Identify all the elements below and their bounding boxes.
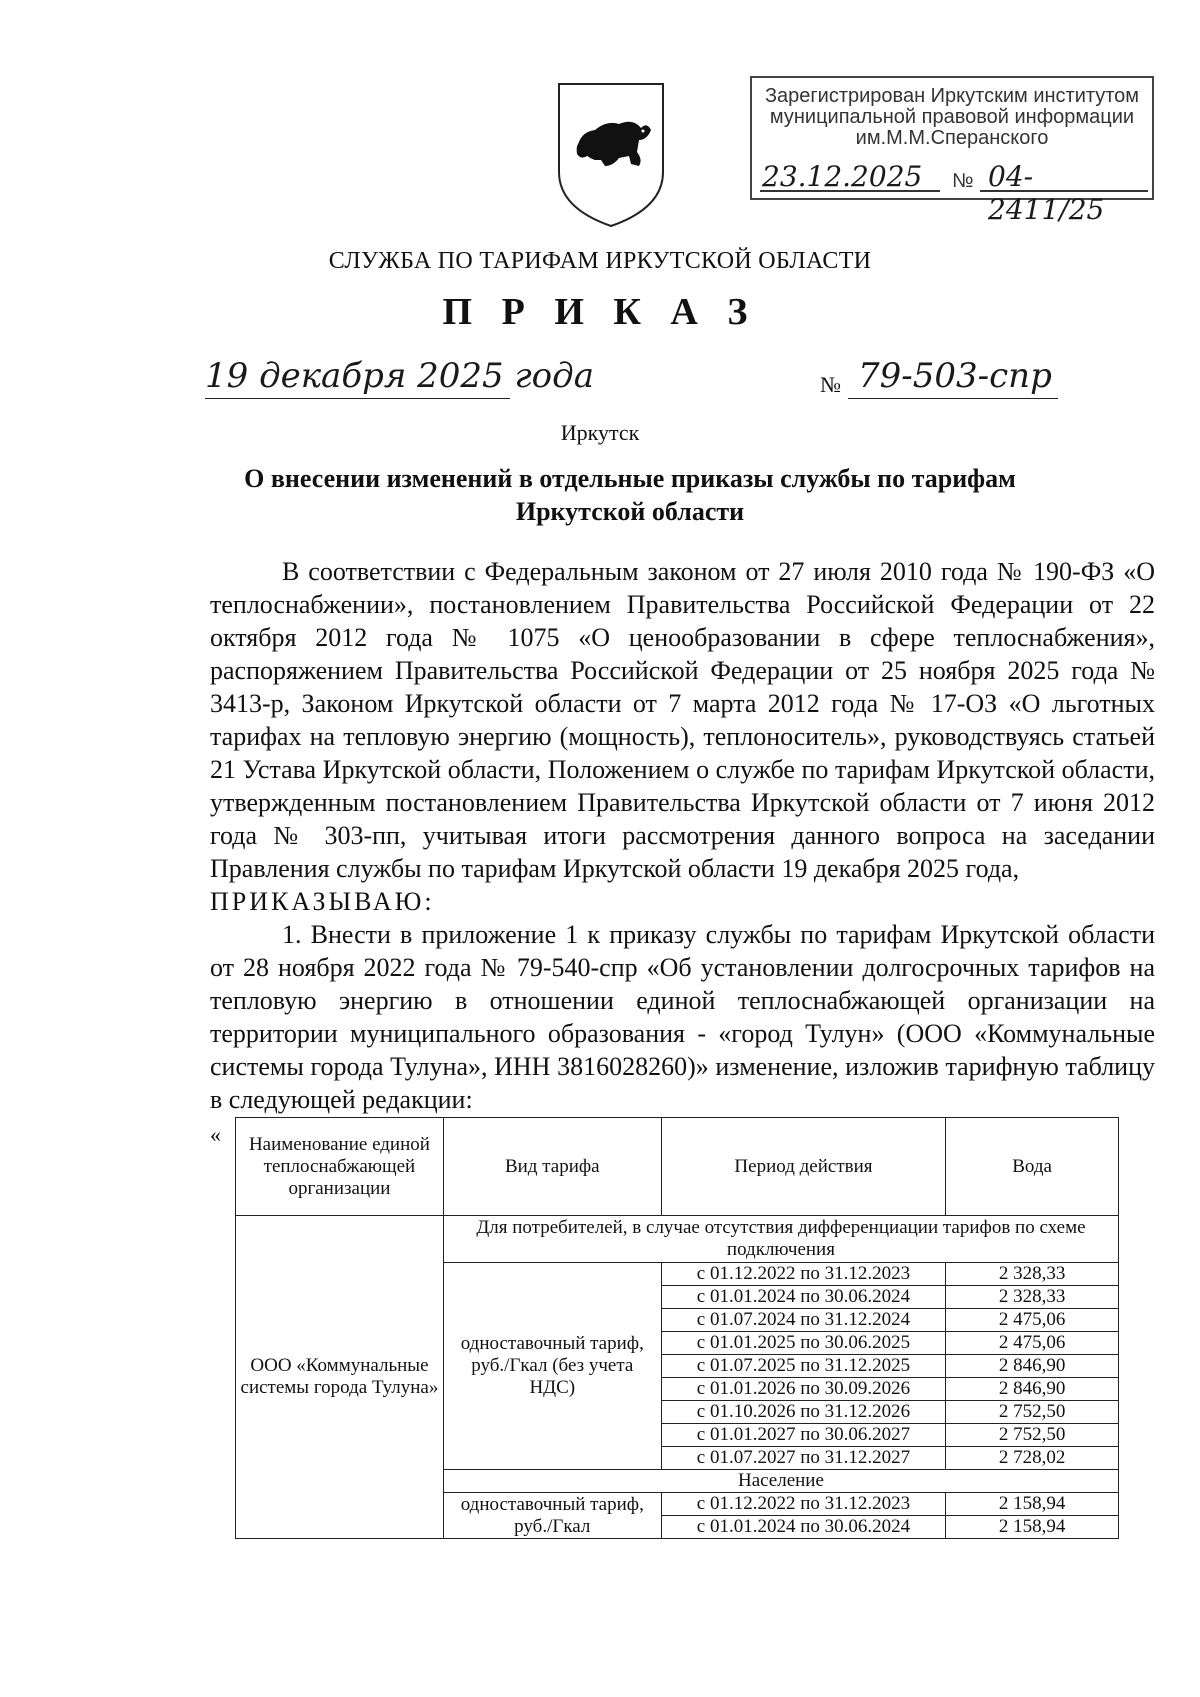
period-cell: с 01.12.2022 по 31.12.2023 [661, 1493, 946, 1516]
stamp-line-2: муниципальной правовой информации [769, 106, 1135, 128]
header-tariff-type: Вид тарифа [443, 1118, 661, 1216]
table-header-row [236, 1118, 1119, 1216]
tariff-table [235, 1117, 1119, 1539]
period-cell: с 01.01.2024 по 30.06.2024 [661, 1286, 946, 1309]
stamp-date-underline [760, 190, 940, 192]
period-cell: с 01.12.2022 по 31.12.2023 [661, 1263, 946, 1286]
item-1-paragraph: 1. Внести в приложение 1 к приказу службы по тарифам Иркутской области от 28 ноября 2022 года № 79-540-спр «Об установлении долгосрочных тарифов на тепловую энергию в отношении единой теплоснабжающей организации на территории муниципального образования - «город Тулун» (ООО «Коммунальные системы города Тулуна», ИНН 3816028260)» изменение, изложив тарифную таблицу в следующей редакции: [210, 920, 1155, 1114]
value-cell: 2 475,06 [946, 1332, 1119, 1355]
value-cell: 2 728,02 [946, 1447, 1119, 1470]
stamp-line-1: Зарегистрирован Иркутским институтом [764, 85, 1140, 107]
agency-name: СЛУЖБА ПО ТАРИФАМ ИРКУТСКОЙ ОБЛАСТИ [328, 248, 872, 274]
title-line-2: Иркутской области [515, 497, 745, 526]
stamp-reg-date: 23.12.2025 [762, 160, 923, 193]
period-cell: с 01.01.2027 по 30.06.2027 [661, 1424, 946, 1447]
document-title [200, 462, 1060, 528]
value-cell: 2 328,33 [946, 1263, 1119, 1286]
document-type: П Р И К А З [442, 291, 758, 333]
title-line-1: О внесении изменений в отдельные приказы службы по тарифам [244, 464, 1016, 493]
stamp-reg-number: 04-2411/25 [988, 160, 1105, 226]
group-1-label: Для потребителей, в случае отсутствия дифференциации тарифов по схеме подключения [443, 1216, 1118, 1263]
order-number: 79-503-спр [858, 356, 1052, 396]
order-date-underline [205, 398, 510, 399]
period-cell: с 01.10.2026 по 31.12.2026 [661, 1401, 946, 1424]
period-cell: с 01.07.2025 по 31.12.2025 [661, 1355, 946, 1378]
stamp-registration [760, 160, 1148, 226]
period-cell: с 01.01.2026 по 30.09.2026 [661, 1378, 946, 1401]
org-name-cell: ООО «Коммунальные системы города Тулуна» [236, 1216, 444, 1539]
stamp-number-label: № [952, 170, 974, 192]
period-cell: с 01.07.2027 по 31.12.2027 [661, 1447, 946, 1470]
value-cell: 2 846,90 [946, 1378, 1119, 1401]
value-cell: 2 158,94 [946, 1493, 1119, 1516]
registration-stamp [750, 76, 1154, 226]
header-org: Наименование единой теплоснабжающей организации [236, 1118, 444, 1216]
order-date: 19 декабря 2025 года [205, 356, 594, 396]
group-2-label: Население [443, 1470, 1118, 1493]
city: Иркутск [560, 420, 640, 445]
value-cell: 2 752,50 [946, 1424, 1119, 1447]
group-2-tariff-type: одноставочный тариф, руб./Гкал [443, 1493, 661, 1539]
stamp-line-3: им.М.М.Сперанского [855, 127, 1049, 149]
period-cell: с 01.07.2024 по 31.12.2024 [661, 1309, 946, 1332]
order-word: ПРИКАЗЫВАЮ: [210, 887, 435, 916]
value-cell: 2 475,06 [946, 1309, 1119, 1332]
document-body [210, 555, 1155, 1116]
group-1-tariff-type: одноставочный тариф, руб./Гкал (без учета НДС) [443, 1263, 661, 1470]
value-cell: 2 752,50 [946, 1401, 1119, 1424]
preamble-paragraph: В соответствии с Федеральным законом от 27 июля 2010 года № 190-ФЗ «О теплоснабжении», постановлением Правительства Российской Федерации от 22 октября 2012 года № 1075 «О ценообразовании в сфере теплоснабжения», распоряжением Правительства Российской Федерации от 25 ноября 2025 года № 3413-р, Законом Иркутской области от 7 марта 2012 года № 17-ОЗ «О льготных тарифах на тепловую энергию (мощность), теплоноситель», руководствуясь статьей 21 Устава Иркутской области, Положением о службе по тарифам Иркутской области, утвержденным постановлением Правительства Иркутской области от 7 июня 2012 года № 303-пп, учитывая итоги рассмотрения данного вопроса на заседании Правления службы по тарифам Иркутской области 19 декабря 2025 года, [210, 557, 1155, 883]
value-cell: 2 158,94 [946, 1516, 1119, 1539]
header-water: Вода [946, 1118, 1119, 1216]
table-row [236, 1216, 1119, 1263]
period-cell: с 01.01.2024 по 30.06.2024 [661, 1516, 946, 1539]
stamp-number-underline [980, 190, 1148, 192]
table-open-quote: « [210, 1122, 221, 1147]
period-cell: с 01.01.2025 по 30.06.2025 [661, 1332, 946, 1355]
order-number-underline [848, 398, 1058, 399]
header-period: Период действия [661, 1118, 946, 1216]
order-number-label: № [820, 372, 841, 397]
value-cell: 2 328,33 [946, 1286, 1119, 1309]
irkutsk-coat-of-arms [555, 80, 667, 230]
value-cell: 2 846,90 [946, 1355, 1119, 1378]
